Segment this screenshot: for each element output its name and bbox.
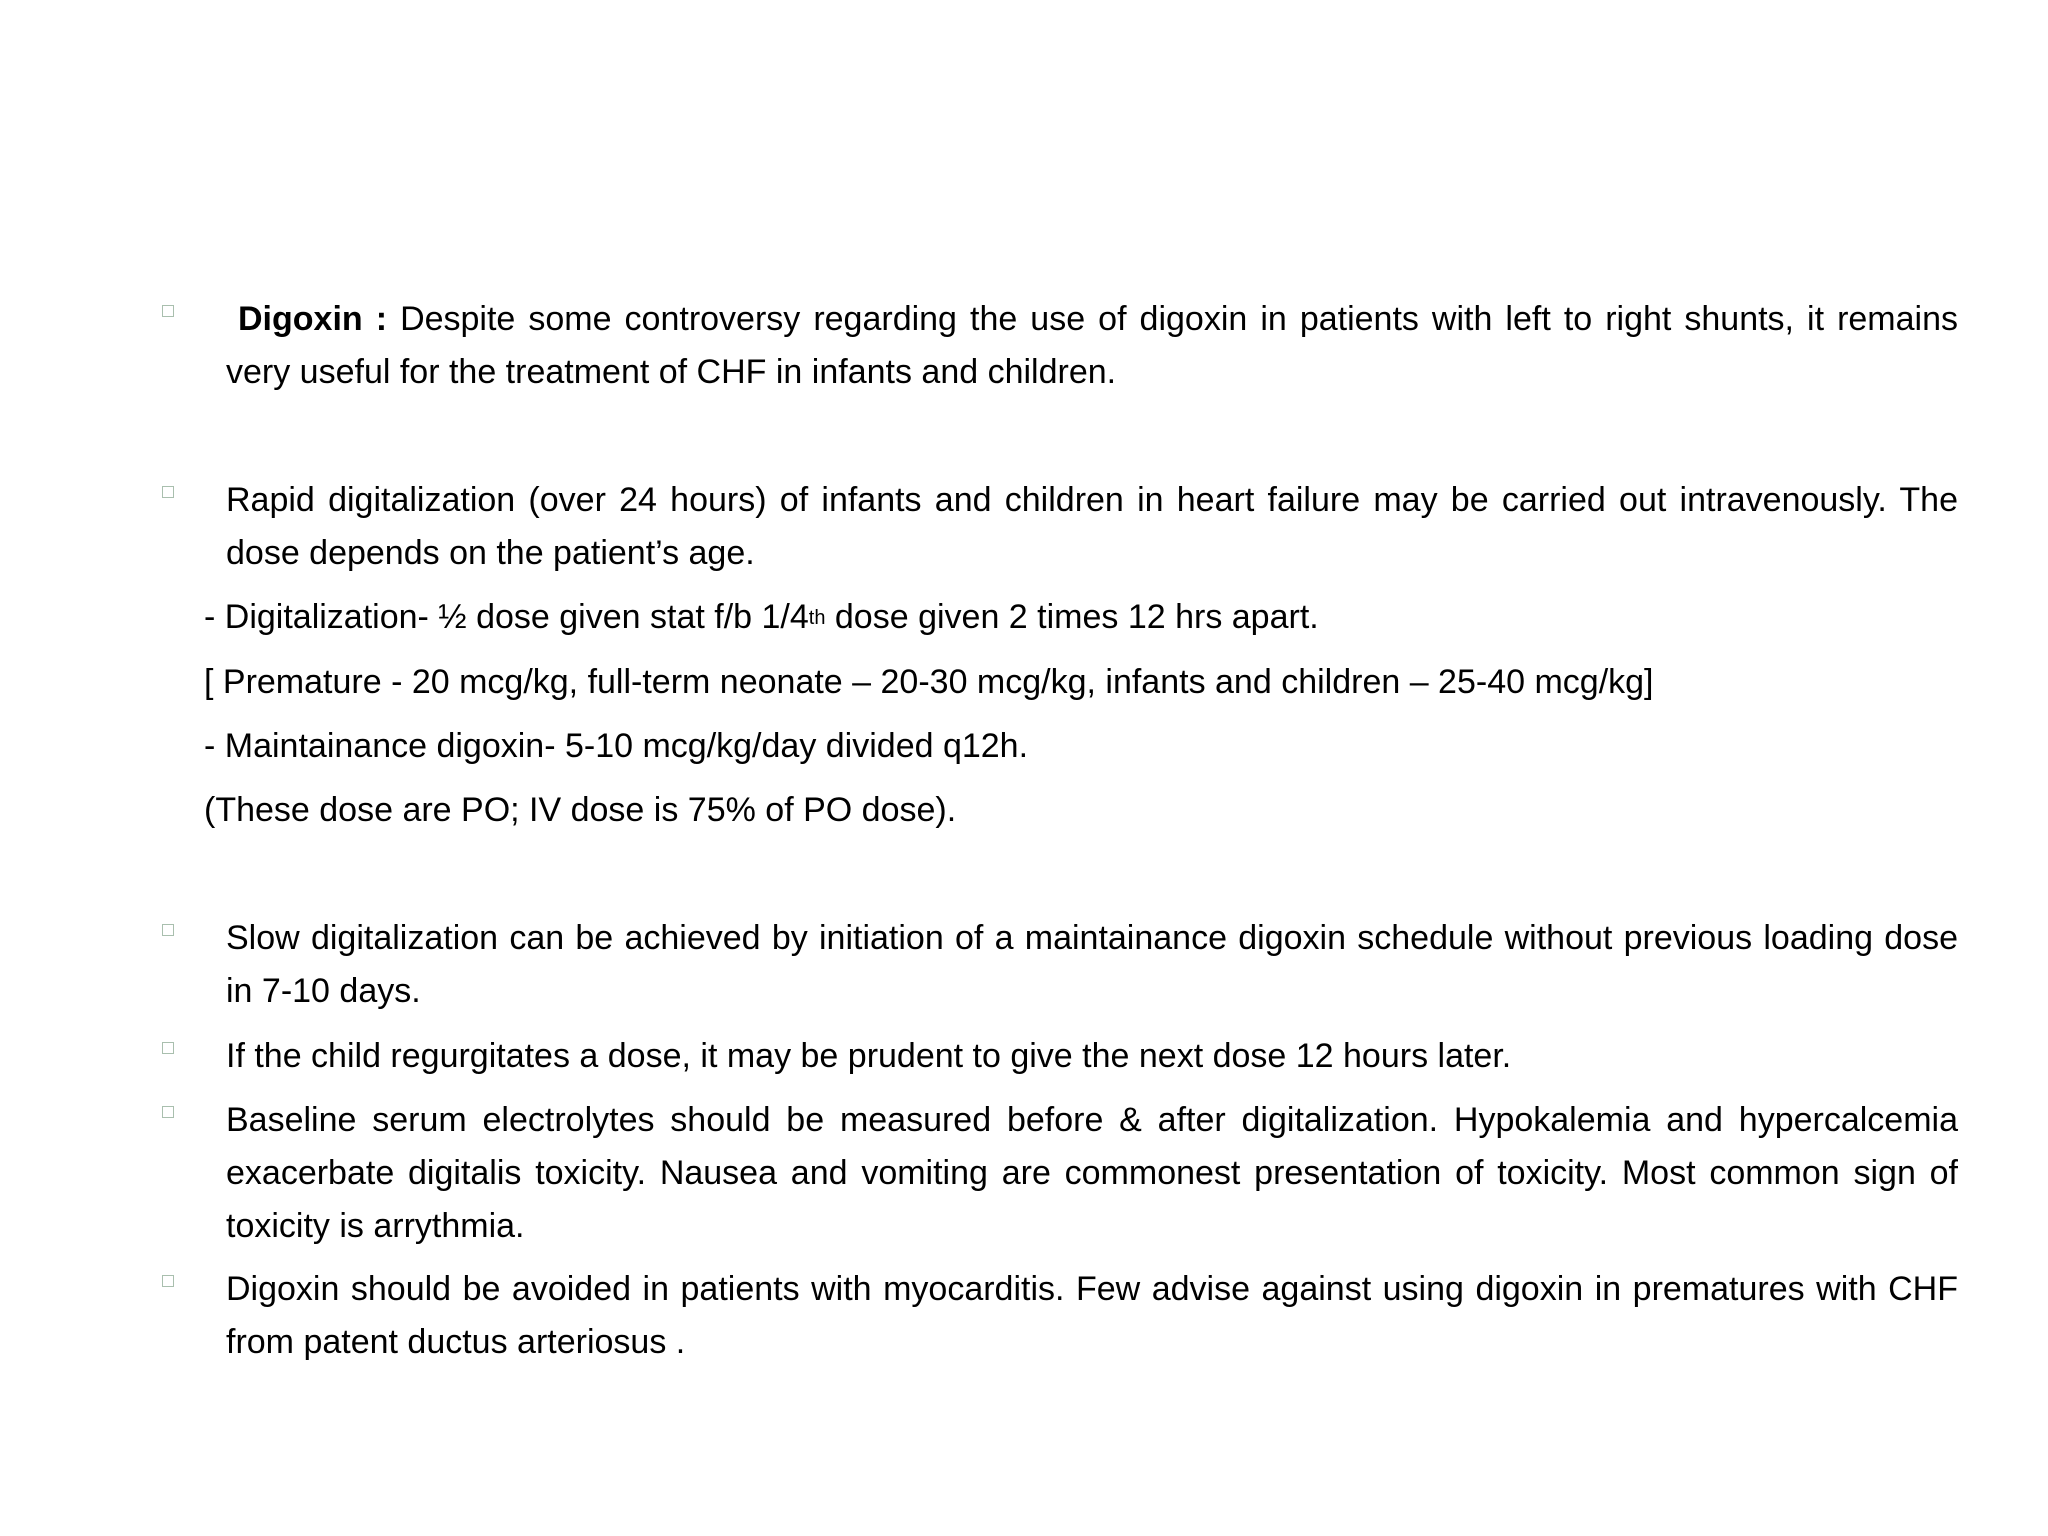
subline-maintenance: - Maintainance digoxin- 5-10 mcg/kg/day divided q12h.: [204, 727, 1029, 765]
square-bullet-icon: [162, 1042, 174, 1054]
bullet-lead: Digoxin :: [238, 300, 388, 338]
superscript-th: th: [808, 607, 826, 629]
bullet-text: Rapid digitalization (over 24 hours) of infants and children in heart failure may be carried out intravenously. The dose depends on the patient’s age.: [226, 481, 1958, 572]
bullet-regurgitation: [226, 1030, 1958, 1083]
square-bullet-icon: [162, 1106, 174, 1118]
subline-digitalization: - Digitalization- ½ dose given stat f/b 1/4th dose given 2 times 12 hrs apart.: [204, 598, 1319, 636]
square-bullet-icon: [162, 486, 174, 498]
bullet-text: Digoxin should be avoided in patients with myocarditis. Few advise against using digoxin in prematures with CHF from patent ductus arteriosus .: [226, 1270, 1958, 1361]
bullet-myocarditis: [226, 1263, 1958, 1369]
bullet-text: Baseline serum electrolytes should be measured before & after digitalization. Hypokalemia and hypercalcemia exacerbate digitalis toxicity. Nausea and vomiting are commonest presentation of toxicity. Most common sign of toxicity is arrythmia.: [226, 1101, 1958, 1245]
square-bullet-icon: [162, 924, 174, 936]
bullet-text: If the child regurgitates a dose, it may be prudent to give the next dose 12 hours later.: [226, 1037, 1512, 1075]
bullet-digoxin: [226, 293, 1958, 399]
bullet-text: Slow digitalization can be achieved by initiation of a maintainance digoxin schedule without previous loading dose in 7-10 days.: [226, 919, 1958, 1010]
subline-route-note: (These dose are PO; IV dose is 75% of PO dose).: [204, 791, 957, 829]
bullet-electrolytes: [226, 1094, 1958, 1253]
bullet-slow-digitalization: [226, 912, 1958, 1018]
square-bullet-icon: [162, 305, 174, 317]
bullet-rapid-digitalization: [226, 474, 1958, 580]
square-bullet-icon: [162, 1275, 174, 1287]
bullet-text: Despite some controversy regarding the use of digoxin in patients with left to right shunts, it remains very useful for the treatment of CHF in infants and children.: [226, 300, 1959, 391]
subline-dosing: [ Premature - 20 mcg/kg, full-term neonate – 20-30 mcg/kg, infants and children – 25-40 mcg/kg]: [204, 663, 1654, 701]
